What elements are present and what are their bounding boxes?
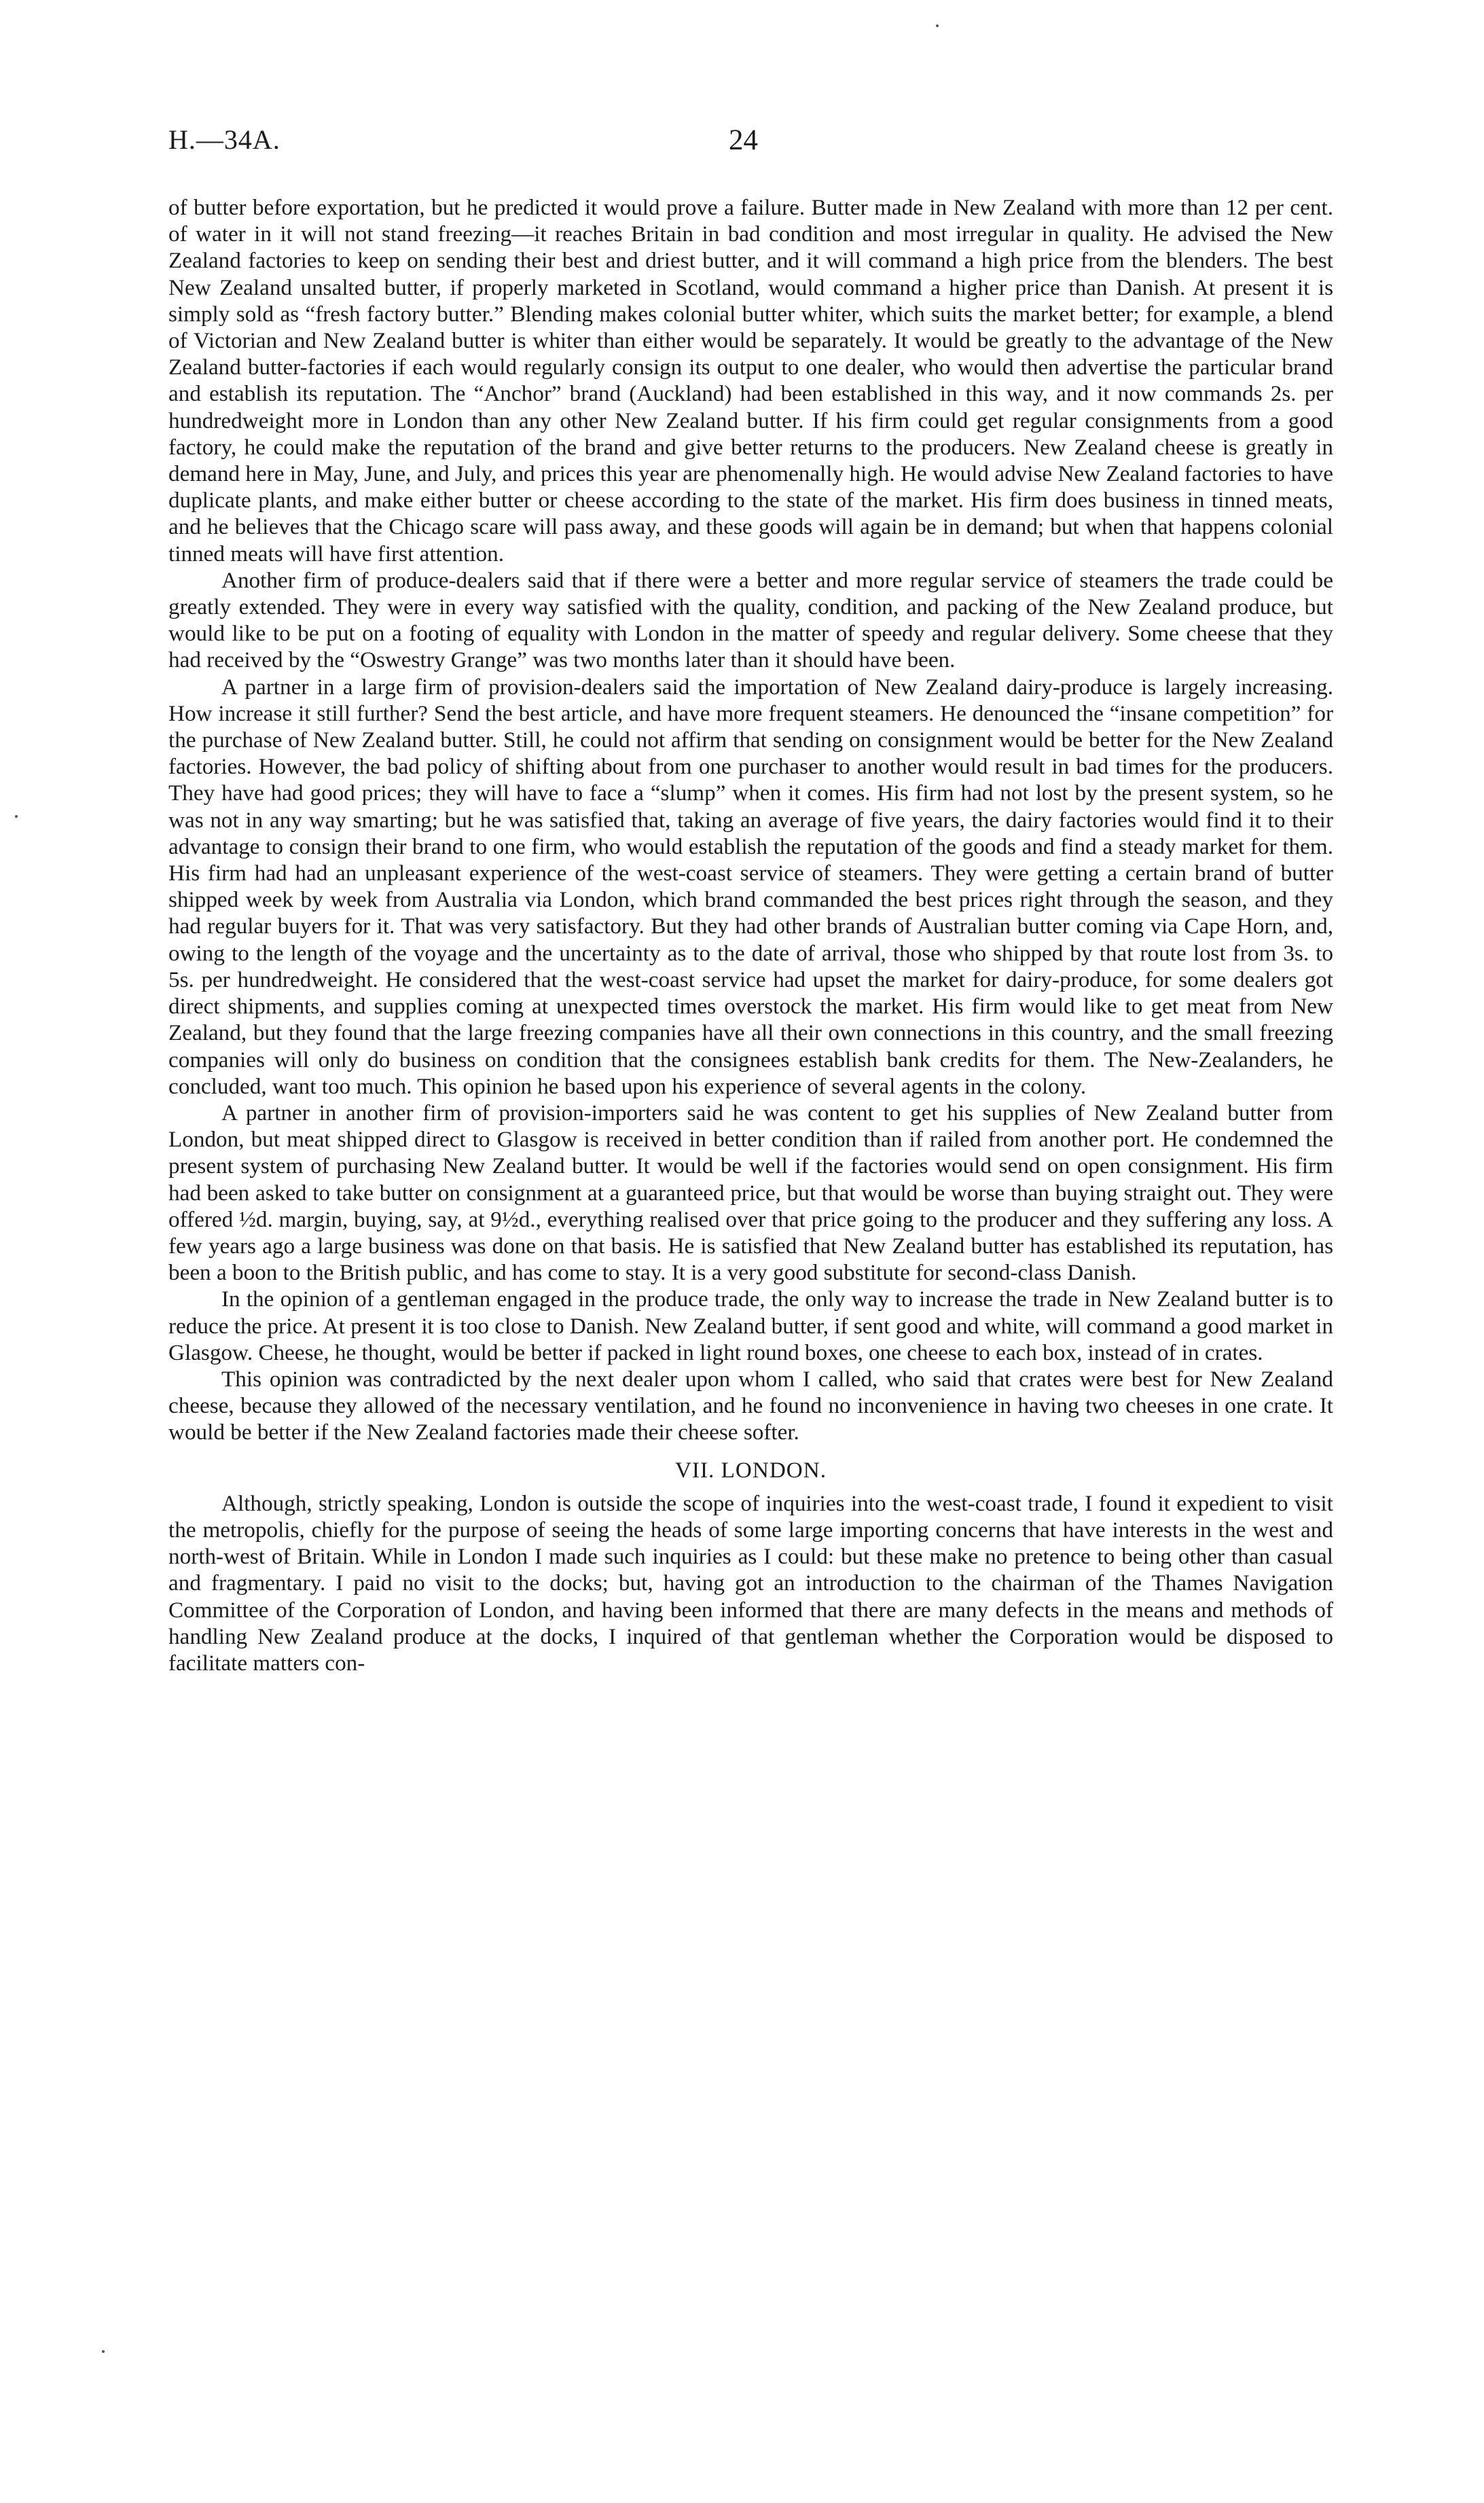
paragraph-produce-trade: In the opinion of a gentleman engaged in the produce trade, the only way to increase the trade in New Zealand butter is to reduce the price. At present it is too close to Danish. New Zealand butter, if sent good and white, will command a good market in Glasgow. Cheese, he thought, would be better if packed in light round boxes, one cheese to each box, instead of in crates. [168,1286,1333,1365]
document-reference: H.—34A. [168,124,280,155]
paragraph-provision-importers: A partner in another firm of provision-importers said he was content to get his supplies of New Zealand butter from London, but meat shipped direct to Glasgow is received in better condition than if railed from another port. He condemned the present system of purchasing New Zealand butter. It would be well if the factories would send on open consignment. His firm had been asked to take butter on consignment at a guaranteed price, but that would be worse than buying straight out. They were offered ½d. margin, buying, say, at 9½d., everything realised over that price going to the producer and they suffering any loss. A few years ago a large business was done on that basis. He is satisfied that New Zealand butter has established its reputation, has been a boon to the British public, and has come to stay. It is a very good substitute for second-class Danish. [168,1100,1333,1286]
scan-speck [102,2350,105,2353]
section-heading: VII. LONDON. [674,1457,827,1483]
scan-speck [15,815,18,818]
page-header [168,124,1333,164]
paragraph-butter-blending: of butter before exportation, but he predicted it would prove a failure. Butter made in New Zealand with more than 12 per cent. of water in it will not stand freezing—it reaches Britain in bad condition and most irregular in quality. He advised the New Zealand factories to keep on sending their best and driest butter, and it will command a high price from the blenders. The best New Zealand unsalted butter, if properly marketed in Scotland, would command a higher price than Danish. At present it is simply sold as “fresh factory butter.” Blending makes colonial butter whiter, which suits the market better; for example, a blend of Victorian and New Zealand butter is whiter than either would be separately. It would be greatly to the advantage of the New Zealand butter-factories if each would regularly consign its output to one dealer, who would then advertise the particular brand and establish its reputation. The “Anchor” brand (Auckland) had been established in this way, and it now commands 2s. per hundredweight more in London than any other New Zealand butter. If his firm could get regular consignments from a good factory, he could make the reputation of the brand and give better returns to the producers. New Zealand cheese is greatly in demand here in May, June, and July, and prices this year are phenomenally high. He would advise New Zealand factories to have duplicate plants, and make either butter or cheese according to the state of the market. His firm does business in tinned meats, and he believes that the Chicago scare will pass away, and these goods will again be in demand; but when that happens colonial tinned meats will have first attention. [168,195,1333,566]
page-number: 24 [729,124,758,156]
paragraph-cheese-crates: This opinion was contradicted by the next dealer upon whom I called, who said that crates were best for New Zealand cheese, because they allowed of the necessary ventilation, and he found no inconvenience in having two cheeses in one crate. It would be better if the New Zealand factories made their cheese softer. [168,1366,1333,1445]
scan-speck [936,24,939,27]
body-text [168,194,1333,1676]
paragraph-produce-dealers: Another firm of produce-dealers said that if there were a better and more regular service of steamers the trade could be greatly extended. They were in every way satisfied with the quality, condition, and packing of the New Zealand produce, but would like to be put on a footing of equality with London in the matter of speedy and regular delivery. Some cheese that they had received by the “Oswestry Grange” was two months later than it should have been. [168,567,1333,673]
paragraph-provision-dealers: A partner in a large firm of provision-dealers said the importation of New Zealand dairy-produce is largely increasing. How increase it still further? Send the best article, and have more frequent steamers. He denounced the “insane competition” for the purchase of New Zealand butter. Still, he could not affirm that sending on consignment would be better for the New Zealand factories. However, the bad policy of shifting about from one purchaser to another would result in bad times for the producers. They have had good prices; they will have to face a “slump” when it comes. His firm had not lost by the present system, so he was not in any way smarting; but he was satisfied that, taking an average of five years, the dairy factories would find it to their advantage to consign their brand to one firm, who would establish the reputation of the goods and find a steady market for them. His firm had had an unpleasant experience of the west-coast service of steamers. They were getting a certain brand of butter shipped week by week from Australia via London, which brand commanded the best prices right through the season, and they had regular buyers for it. That was very satisfactory. But they had other brands of Australian butter coming via Cape Horn, and, owing to the length of the voyage and the uncertainty as to the date of arrival, those who shipped by that route lost from 3s. to 5s. per hundredweight. He considered that the west-coast service had upset the market for dairy-produce, for some dealers got direct shipments, and supplies coming at unexpected times overstock the market. His firm would like to get meat from New Zealand, but they found that the large freezing companies have all their own connections in this country, and the small freezing companies will only do business on condition that the consignees establish bank credits for them. The New-Zealanders, he concluded, want too much. This opinion he based upon his experience of several agents in the colony. [168,674,1333,1099]
paragraph-london: Although, strictly speaking, London is outside the scope of inquiries into the west-coast trade, I found it expedient to visit the metropolis, chiefly for the purpose of seeing the heads of some large importing concerns that have interests in the west and north-west of Britain. While in London I made such inquiries as I could: but these make no pretence to being other than casual and fragmentary. I paid no visit to the docks; but, having got an introduction to the chairman of the Thames Navigation Committee of the Corporation of London, and having been informed that there are many defects in the means and methods of handling New Zealand produce at the docks, I inquired of that gentleman whether the Corporation would be disposed to facilitate matters con- [168,1490,1333,1676]
